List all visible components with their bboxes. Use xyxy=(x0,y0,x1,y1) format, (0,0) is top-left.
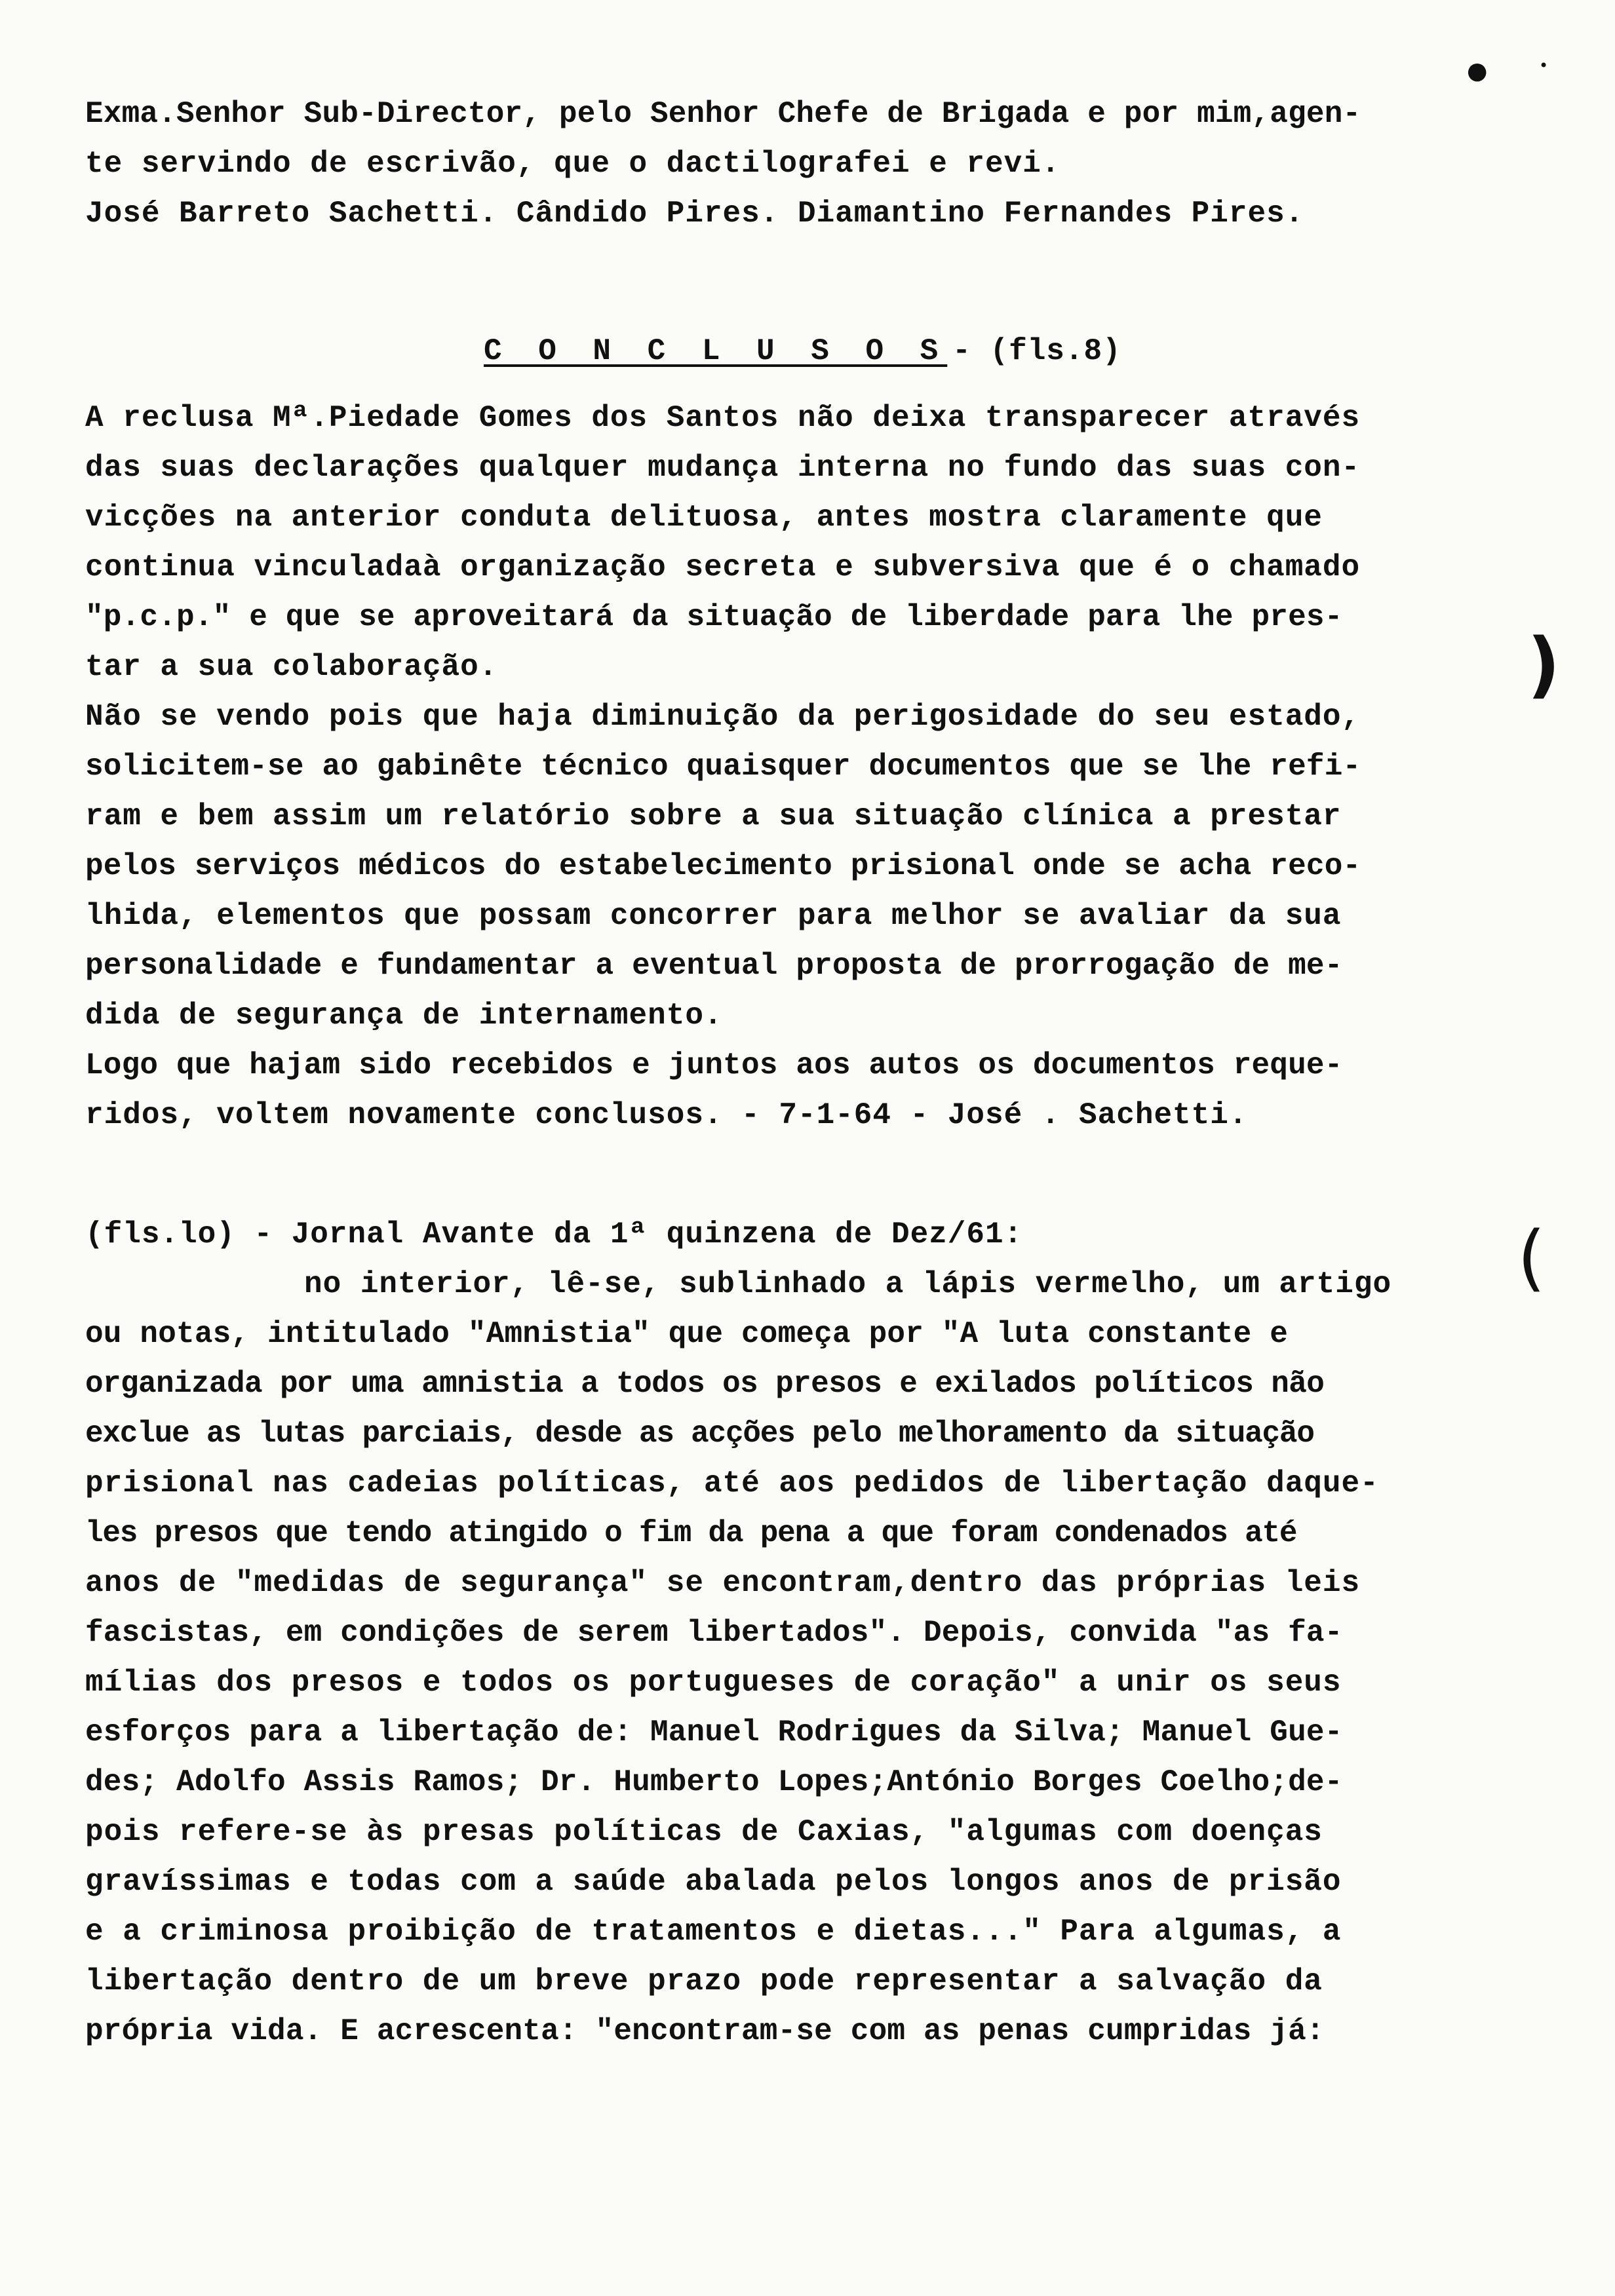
text-line: libertação dentro de um breve prazo pode representar a salvação da xyxy=(85,1964,1323,1999)
text-line: ram e bem assim um relatório sobre a sua situação clínica a prestar xyxy=(85,799,1342,833)
text-line: pelos serviços médicos do estabelecimento prisional onde se acha reco- xyxy=(85,849,1361,883)
text-line: les presos que tendo atingido o fim da pena a que foram condenados até xyxy=(85,1516,1297,1550)
text-line: das suas declarações qualquer mudança interna no fundo das suas con- xyxy=(85,451,1361,485)
text-line: e a criminosa proibição de tratamentos e dietas..." Para algumas, a xyxy=(85,1915,1342,1949)
text-line: vicções na anterior conduta delituosa, antes mostra claramente que xyxy=(85,501,1323,535)
text-line: ridos, voltem novamente conclusos. - 7-1-64 - José . Sachetti. xyxy=(85,1098,1248,1132)
text-line: mílias dos presos e todos os portugueses de coração" a unir os seus xyxy=(85,1666,1342,1700)
section-heading: (fls.lo) - Jornal Avante da 1ª quinzena de Dez/61: xyxy=(85,1217,1023,1252)
text-line: no interior, lê-se, sublinhado a lápis vermelho, um artigo xyxy=(304,1267,1392,1301)
text-line: dida de segurança de internamento. xyxy=(85,999,723,1033)
text-line: lhida, elementos que possam concorrer para melhor se avaliar da sua xyxy=(85,899,1342,933)
text-line: esforços para a libertação de: Manuel Rodrigues da Silva; Manuel Gue- xyxy=(85,1715,1343,1750)
signatories-line: José Barreto Sachetti. Cândido Pires. Diamantino Fernandes Pires. xyxy=(85,197,1304,231)
text-line: exclue as lutas parciais, desde as acções pelo melhoramento da situação xyxy=(85,1417,1314,1451)
text-line: organizada por uma amnistia a todos os presos e exilados políticos não xyxy=(85,1367,1325,1401)
text-line: solicitem-se ao gabinête técnico quaisquer documentos que se lhe refi- xyxy=(85,750,1361,784)
text-line: própria vida. E acrescenta: "encontram-se com as penas cumpridas já: xyxy=(85,2014,1325,2048)
text-line: ou notas, intitulado "Amnistia" que começa por "A luta constante e xyxy=(85,1317,1289,1351)
text-line: prisional nas cadeias políticas, até aos pedidos de libertação daque- xyxy=(85,1466,1379,1501)
text-line: Logo que hajam sido recebidos e juntos aos autos os documentos reque- xyxy=(85,1048,1343,1082)
folio-reference: - (fls.8) xyxy=(952,334,1121,368)
text-line: pois refere-se às presas políticas de Caxias, "algumas com doenças xyxy=(85,1815,1323,1849)
text-line: te servindo de escrivão, que o dactilografei e revi. xyxy=(85,147,1060,181)
text-line: des; Adolfo Assis Ramos; Dr. Humberto Lopes;António Borges Coelho;de- xyxy=(85,1765,1343,1799)
punch-hole-mark: ) xyxy=(1527,622,1561,706)
punch-hole-mark: ( xyxy=(1517,1215,1546,1299)
text-line: anos de "medidas de segurança" se encontram,dentro das próprias leis xyxy=(85,1566,1361,1600)
text-line: Exma.Senhor Sub-Director, pelo Senhor Chefe de Brigada e por mim,agen- xyxy=(85,97,1361,131)
text-line: fascistas, em condições de serem libertados". Depois, convida "as fa- xyxy=(85,1616,1343,1650)
conclusos-heading xyxy=(484,334,1121,368)
ink-speck-mark: • xyxy=(1539,56,1549,75)
conclusos-title: C O N C L U S O S xyxy=(484,334,948,368)
text-line: gravíssimas e todas com a saúde abalada pelos longos anos de prisão xyxy=(85,1865,1342,1899)
ink-speck-mark: ● xyxy=(1467,58,1488,85)
text-line: Não se vendo pois que haja diminuição da perigosidade do seu estado, xyxy=(85,700,1361,734)
text-line: tar a sua colaboração. xyxy=(85,650,498,684)
text-line: personalidade e fundamentar a eventual proposta de prorrogação de me- xyxy=(85,949,1343,983)
text-line: "p.c.p." e que se aproveitará da situação de liberdade para lhe pres- xyxy=(85,600,1343,634)
text-line: continua vinculadaà organização secreta e subversiva que é o chamado xyxy=(85,550,1361,584)
text-line: A reclusa Mª.Piedade Gomes dos Santos não deixa transparecer através xyxy=(85,401,1361,435)
